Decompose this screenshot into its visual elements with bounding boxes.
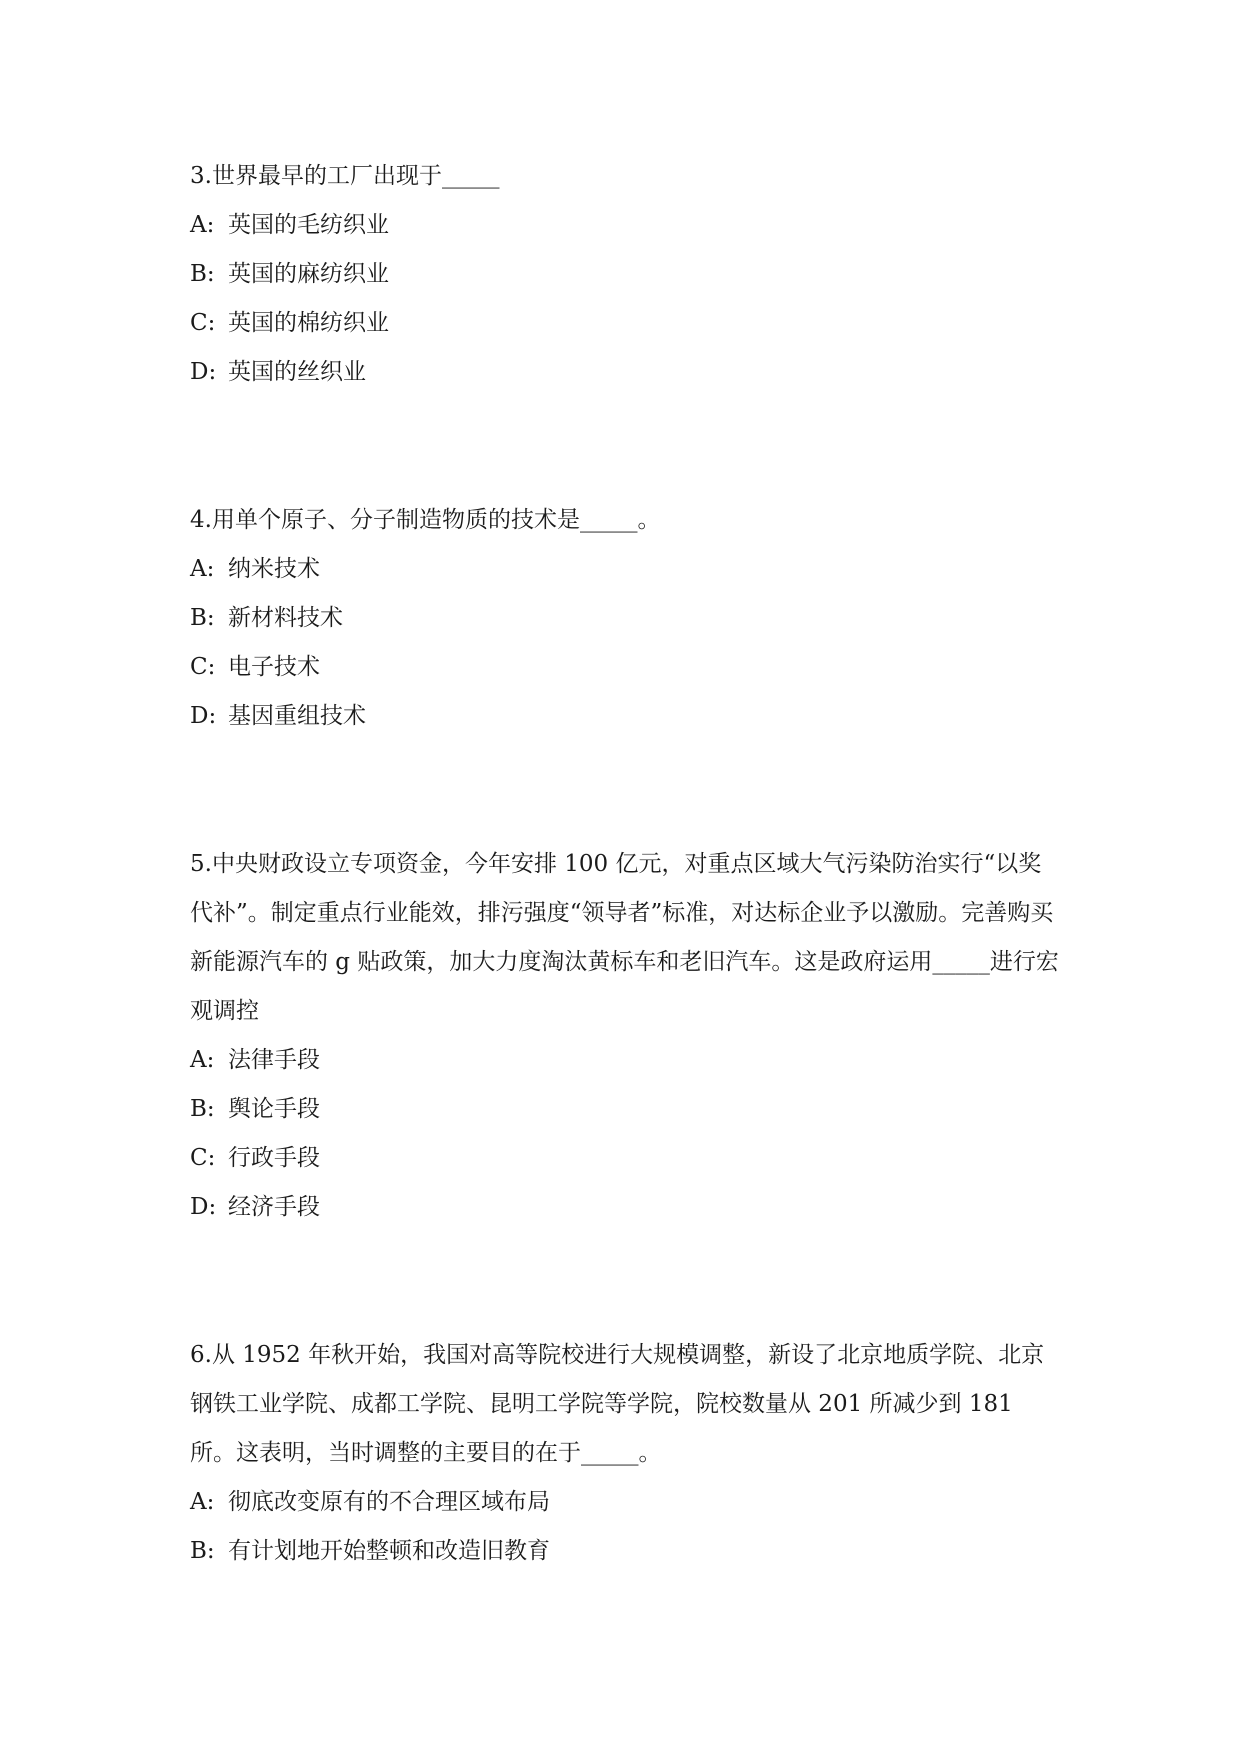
option-letter: A: <box>190 212 215 238</box>
option-letter: B: <box>190 261 215 287</box>
option-a <box>190 201 1060 250</box>
question-6 <box>190 1331 1060 1576</box>
option-text: 基因重组技术 <box>228 703 366 729</box>
option-letter: D: <box>190 359 217 385</box>
option-letter: C: <box>190 654 216 680</box>
option-c <box>190 1134 1060 1183</box>
option-letter: B: <box>190 605 215 631</box>
option-a <box>190 1036 1060 1085</box>
option-c <box>190 299 1060 348</box>
option-b <box>190 1085 1060 1134</box>
option-a <box>190 1478 1060 1527</box>
option-letter: C: <box>190 1145 216 1171</box>
option-b <box>190 1527 1060 1576</box>
option-text: 电子技术 <box>228 654 320 680</box>
option-text: 彻底改变原有的不合理区域布局 <box>228 1489 550 1515</box>
option-d <box>190 692 1060 741</box>
option-letter: A: <box>190 556 215 582</box>
question-stem: 6.从 1952 年秋开始，我国对高等院校进行大规模调整，新设了北京地质学院、北京钢铁工业学院、成都工学院、昆明工学院等学院，院校数量从 201 所减少到 181 所。这表明，当时调整的主要目的在于_____。 <box>190 1342 1045 1466</box>
option-a <box>190 545 1060 594</box>
option-text: 经济手段 <box>228 1194 320 1220</box>
option-text: 纳米技术 <box>228 556 320 582</box>
option-letter: B: <box>190 1096 215 1122</box>
option-text: 法律手段 <box>228 1047 320 1073</box>
option-text: 舆论手段 <box>228 1096 320 1122</box>
option-text: 有计划地开始整顿和改造旧教育 <box>228 1538 550 1564</box>
question-stem: 4.用单个原子、分子制造物质的技术是_____。 <box>190 507 661 533</box>
option-text: 英国的丝织业 <box>228 359 366 385</box>
option-text: 行政手段 <box>228 1145 320 1171</box>
option-b <box>190 250 1060 299</box>
option-b <box>190 594 1060 643</box>
option-letter: C: <box>190 310 216 336</box>
option-letter: A: <box>190 1489 215 1515</box>
option-text: 英国的棉纺织业 <box>228 310 389 336</box>
option-c <box>190 643 1060 692</box>
option-text: 英国的毛纺织业 <box>228 212 389 238</box>
option-letter: A: <box>190 1047 215 1073</box>
question-4 <box>190 496 1060 741</box>
question-stem: 3.世界最早的工厂出现于_____ <box>190 163 500 189</box>
question-3 <box>190 152 1060 397</box>
option-text: 新材料技术 <box>228 605 343 631</box>
option-d <box>190 1183 1060 1232</box>
question-5 <box>190 840 1060 1232</box>
option-text: 英国的麻纺织业 <box>228 261 389 287</box>
option-d <box>190 348 1060 397</box>
option-letter: B: <box>190 1538 215 1564</box>
option-letter: D: <box>190 703 217 729</box>
question-stem: 5.中央财政设立专项资金，今年安排 100 亿元，对重点区域大气污染防治实行“以奖代补”。制定重点行业能效，排污强度“领导者”标准，对达标企业予以激励。完善购买新能源汽车的 g 贴政策，加大力度淘汰黄标车和老旧汽车。这是政府运用_____进行宏观调控 <box>190 851 1059 1024</box>
option-letter: D: <box>190 1194 217 1220</box>
